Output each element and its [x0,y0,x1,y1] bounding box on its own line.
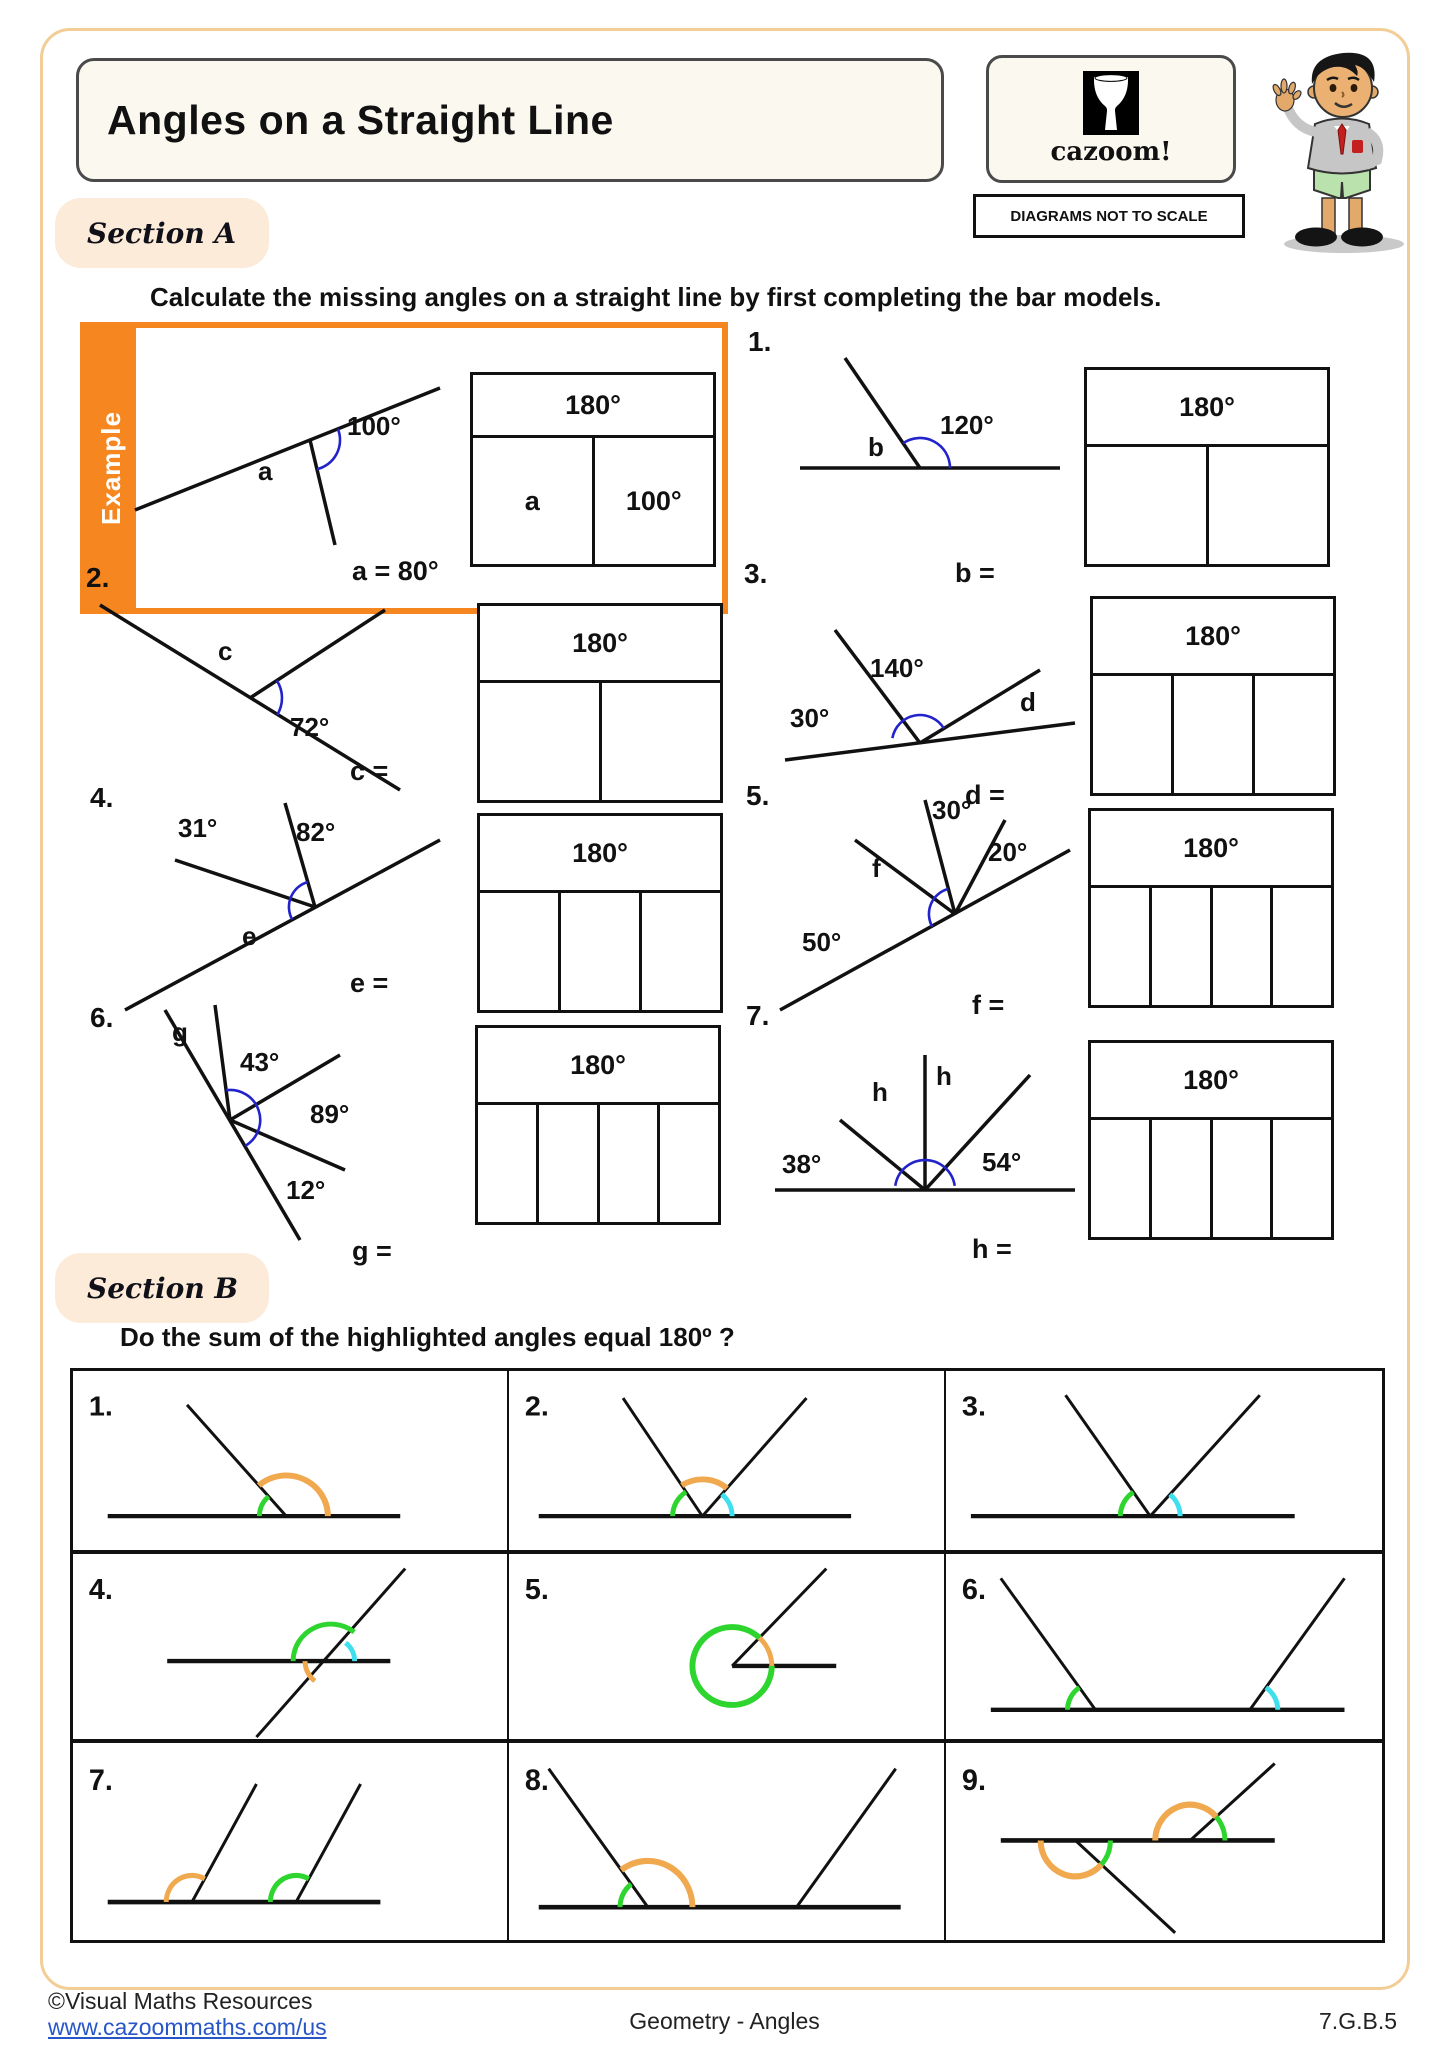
bar-cell [1273,888,1331,1005]
cyan-angle-arc [1170,1494,1180,1516]
example-result: a = 80° [352,556,439,586]
bar-total: 180° [480,816,720,893]
crossing-line [256,1569,405,1737]
bar-model-6 [475,1025,721,1225]
angle-diagram-5 [760,785,1090,1025]
grid-cell-3 [946,1371,1382,1554]
scale-note: DIAGRAMS NOT TO SCALE [973,194,1245,238]
answer-label: g = [352,1236,392,1266]
angle-ray [732,1569,826,1666]
grid-cell-7 [73,1743,509,1940]
bar-cell: 100° [625,485,682,516]
angle-label: 82° [296,817,336,847]
cyan-angle-arc [722,1494,732,1516]
bar-total: 180° [473,375,713,438]
angle-label: 38° [782,1149,822,1179]
cell-number: 5. [525,1574,550,1606]
angle-label: 140° [870,653,924,683]
angle-label: 120° [940,410,994,440]
angle-ray [175,860,315,907]
angle-label: 89° [310,1099,350,1129]
angle-ray [623,1398,702,1516]
orange-angle-arc [682,1479,727,1488]
logo-text: cazoom! [1050,137,1172,167]
problem-number: 6. [90,1002,114,1033]
cell-number: 7. [88,1764,113,1798]
bar-cell [1174,676,1255,793]
green-angle-arc [259,1496,268,1516]
section-a-instruction: Calculate the missing angles on a straight line by first completing the bar models. [150,282,1162,312]
angle-diagram-7 [760,1015,1090,1240]
angle-ray [1000,1578,1095,1709]
angle-ray [835,630,920,743]
cell-number: 2. [525,1390,550,1423]
orange-angle-arc [1040,1840,1101,1876]
angle-label: 100° [347,411,401,441]
angle-label: 30° [790,703,830,733]
orange-angle-arc [760,1638,772,1666]
angle-label: 50° [802,927,842,957]
green-angle-arc [673,1492,686,1516]
grid-cell-6 [946,1554,1382,1743]
bar-cell [642,893,720,1010]
angle-label: 12° [286,1175,326,1205]
straight-line [125,840,440,1010]
green-angle-arc [1120,1492,1133,1516]
drum-icon [1083,71,1139,135]
bar-cell [1213,1120,1274,1237]
bar-total: 180° [1091,1043,1331,1120]
answer-label: b = [955,558,995,588]
angle-ray [797,1769,896,1908]
bar-cell [1255,676,1333,793]
bar-cell [561,893,642,1010]
green-angle-arc [1101,1840,1110,1864]
footer-subject: Geometry - Angles [629,2008,820,2034]
section-a-label: Section A [87,216,237,250]
angle-label: c [218,636,233,666]
answer-label: c = [350,756,389,786]
section-b-pill [55,1253,269,1323]
angle-ray [310,440,335,545]
grid-cell-2 [509,1371,945,1554]
bar-cell [602,683,721,800]
bar-cell [480,683,602,800]
angle-ray [250,610,385,698]
problem-number: 7. [746,1000,770,1031]
bar-model-1 [1084,367,1330,567]
green-angle-arc [620,1884,631,1907]
bar-cell [1213,888,1274,1005]
angle-ray [1250,1578,1345,1709]
cell-number: 6. [961,1574,986,1606]
footer-copyright: ©Visual Maths Resources [48,1988,313,2014]
answer-label: d = [965,780,1005,810]
angle-ray [192,1784,256,1902]
bar-model-5 [1088,808,1334,1008]
bar-total: 180° [478,1028,718,1105]
angle-diagram-2 [90,590,470,810]
bar-model-4 [477,813,723,1013]
green-angle-arc [1216,1817,1225,1841]
bar-model-7 [1088,1040,1334,1240]
angle-diagram-3 [770,595,1090,800]
cazoom-logo [986,55,1236,183]
problem-number: 3. [744,558,768,589]
angle-label: 72° [290,712,330,742]
angle-label: 31° [178,813,218,843]
angle-ray [840,1120,925,1190]
bar-cell [478,1105,539,1222]
example-diagram [110,340,470,560]
angle-ray [1150,1395,1260,1516]
problem-number: 4. [90,782,114,813]
bar-cell [1209,447,1328,564]
green-angle-arc [293,1624,354,1661]
orange-angle-arc [1155,1805,1216,1841]
cyan-angle-arc [1266,1687,1278,1709]
angle-ray [187,1405,286,1516]
bar-model-example [470,372,716,567]
angle-ray [1190,1764,1275,1841]
cell-number: 1. [88,1390,113,1423]
angle-label: a [258,456,273,486]
grid-cell-8 [509,1743,945,1940]
bar-cell [1093,676,1174,793]
example-tab-label: Example [95,411,126,525]
answer-label: f = [972,990,1005,1020]
title-box [76,58,944,182]
angle-label: h [872,1077,888,1107]
angle-ray [703,1398,807,1516]
cell-number: 4. [88,1574,113,1606]
bar-cell: a [473,438,595,564]
cell-number: 8. [525,1764,550,1798]
angle-ray [549,1769,648,1908]
bar-model-2 [477,603,723,803]
problem-number: 5. [746,780,770,811]
bar-cell [1091,888,1152,1005]
bar-cell [660,1105,718,1222]
problem-number: 2. [86,562,110,593]
bar-cell [539,1105,600,1222]
bar-cell [480,893,561,1010]
bar-total: 180° [1091,811,1331,888]
bar-cell [1091,1120,1152,1237]
bar-cell [1152,1120,1213,1237]
angle-diagram-4 [100,785,480,1025]
angle-label: b [868,432,884,462]
angle-label: 43° [240,1047,280,1077]
page-title: Angles on a Straight Line [107,96,614,143]
cell-number: 9. [961,1763,986,1798]
green-angle-arc [1067,1687,1079,1709]
footer-url-link[interactable]: www.cazoommaths.com/us [48,2014,327,2040]
cell-number: 3. [961,1390,986,1423]
angle-arc [277,681,282,715]
section-a-pill [55,198,269,268]
angle-ray [1075,1840,1175,1932]
answer-label: h = [972,1234,1012,1264]
section-b-instruction: Do the sum of the highlighted angles equal 180º ? [120,1322,735,1352]
angle-label: 20° [988,837,1028,867]
bar-cell [1273,1120,1331,1237]
angle-diagram-6 [110,995,470,1265]
bar-total: 180° [1093,599,1333,676]
section-b-label: Section B [87,1271,239,1305]
grid-cell-9 [946,1743,1382,1940]
section-b-grid [70,1368,1385,1943]
angle-label: 30° [932,795,972,825]
bar-cell [1087,447,1209,564]
bar-model-3 [1090,596,1336,796]
cyan-angle-arc [346,1643,355,1661]
angle-label: h [936,1061,952,1091]
angle-ray [296,1784,360,1902]
bar-cell [1152,888,1213,1005]
straight-line [135,388,440,510]
angle-ray [215,1005,230,1120]
answer-label: e = [350,968,389,998]
bar-total: 180° [480,606,720,683]
angle-label: 54° [982,1147,1022,1177]
grid-cell-4 [73,1554,509,1743]
footer-code: 7.G.B.5 [1319,2008,1397,2034]
grid-cell-5 [509,1554,945,1743]
bar-total: 180° [1087,370,1327,447]
angle-ray [1065,1395,1150,1516]
problem-number: 1. [748,326,772,357]
mascot-illustration [1252,40,1430,263]
angle-label: d [1020,687,1036,717]
angle-label: e [242,921,257,951]
angle-diagram-1 [780,340,1080,585]
grid-cell-1 [73,1371,509,1554]
angle-label: g [172,1017,188,1047]
bar-cell [600,1105,661,1222]
angle-label: f [872,853,881,883]
